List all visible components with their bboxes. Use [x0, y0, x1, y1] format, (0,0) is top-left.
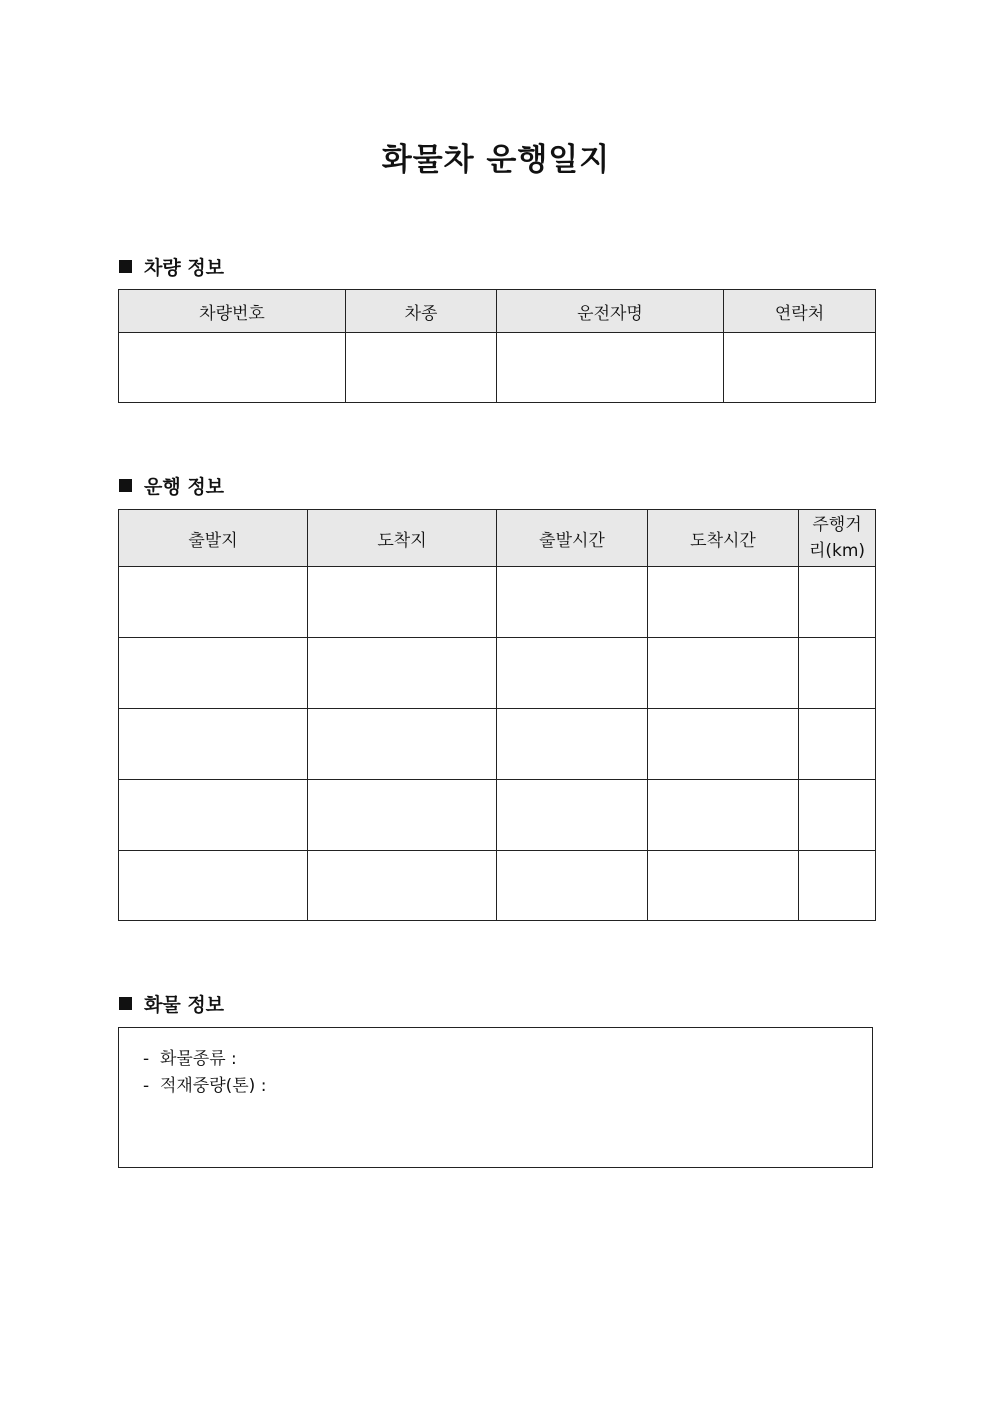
operation-row [119, 780, 876, 851]
arrival-cell[interactable] [308, 567, 497, 638]
arrival-time-cell[interactable] [648, 567, 799, 638]
arrival-cell[interactable] [308, 780, 497, 851]
arrival-header: 도착지 [308, 510, 497, 567]
operation-row [119, 851, 876, 921]
vehicle-input-row [119, 333, 876, 403]
departure-cell[interactable] [119, 709, 308, 780]
departure-time-cell[interactable] [497, 851, 648, 921]
departure-cell[interactable] [119, 567, 308, 638]
arrival-time-cell[interactable] [648, 709, 799, 780]
square-bullet-icon [119, 997, 132, 1010]
driver-name-header: 운전자명 [497, 290, 724, 333]
vehicle-type-cell[interactable] [346, 333, 497, 403]
cargo-section-heading [119, 990, 224, 1017]
vehicle-info-table [118, 289, 876, 403]
arrival-time-cell[interactable] [648, 851, 799, 921]
operation-section-label: 운행 정보 [144, 476, 225, 498]
contact-cell[interactable] [724, 333, 876, 403]
departure-time-cell[interactable] [497, 638, 648, 709]
distance-cell[interactable] [799, 638, 876, 709]
distance-cell[interactable] [799, 709, 876, 780]
vehicle-number-cell[interactable] [119, 333, 346, 403]
departure-time-header: 출발시간 [497, 510, 648, 567]
page-title: 화물차 운행일지 [381, 142, 611, 178]
cargo-section-label: 화물 정보 [144, 994, 225, 1016]
vehicle-section-heading [119, 253, 224, 280]
operation-row [119, 567, 876, 638]
square-bullet-icon [119, 479, 132, 492]
vehicle-number-header: 차량번호 [119, 290, 346, 333]
operation-section-heading [119, 472, 224, 499]
departure-time-cell[interactable] [497, 567, 648, 638]
departure-cell[interactable] [119, 638, 308, 709]
cargo-info-box[interactable] [118, 1027, 873, 1168]
distance-cell[interactable] [799, 851, 876, 921]
departure-cell[interactable] [119, 780, 308, 851]
arrival-time-cell[interactable] [648, 638, 799, 709]
distance-header-line2: 리(km) [808, 541, 866, 561]
operation-row [119, 638, 876, 709]
vehicle-header-row [119, 290, 876, 333]
distance-cell[interactable] [799, 567, 876, 638]
vehicle-type-header: 차종 [346, 290, 497, 333]
square-bullet-icon [119, 260, 132, 273]
distance-cell[interactable] [799, 780, 876, 851]
distance-header-line1: 주행거 [812, 515, 862, 535]
arrival-cell[interactable] [308, 638, 497, 709]
arrival-cell[interactable] [308, 851, 497, 921]
distance-header [799, 510, 876, 567]
driver-name-cell[interactable] [497, 333, 724, 403]
cargo-weight-line: - 적재중량(톤) : [143, 1076, 267, 1096]
arrival-cell[interactable] [308, 709, 497, 780]
departure-time-cell[interactable] [497, 709, 648, 780]
vehicle-section-label: 차량 정보 [144, 257, 225, 279]
cargo-type-line: - 화물종류 : [143, 1049, 237, 1069]
arrival-time-header: 도착시간 [648, 510, 799, 567]
operation-header-row [119, 510, 876, 567]
departure-header: 출발지 [119, 510, 308, 567]
operation-info-table [118, 509, 876, 921]
departure-cell[interactable] [119, 851, 308, 921]
contact-header: 연락처 [724, 290, 876, 333]
departure-time-cell[interactable] [497, 780, 648, 851]
arrival-time-cell[interactable] [648, 780, 799, 851]
operation-row [119, 709, 876, 780]
